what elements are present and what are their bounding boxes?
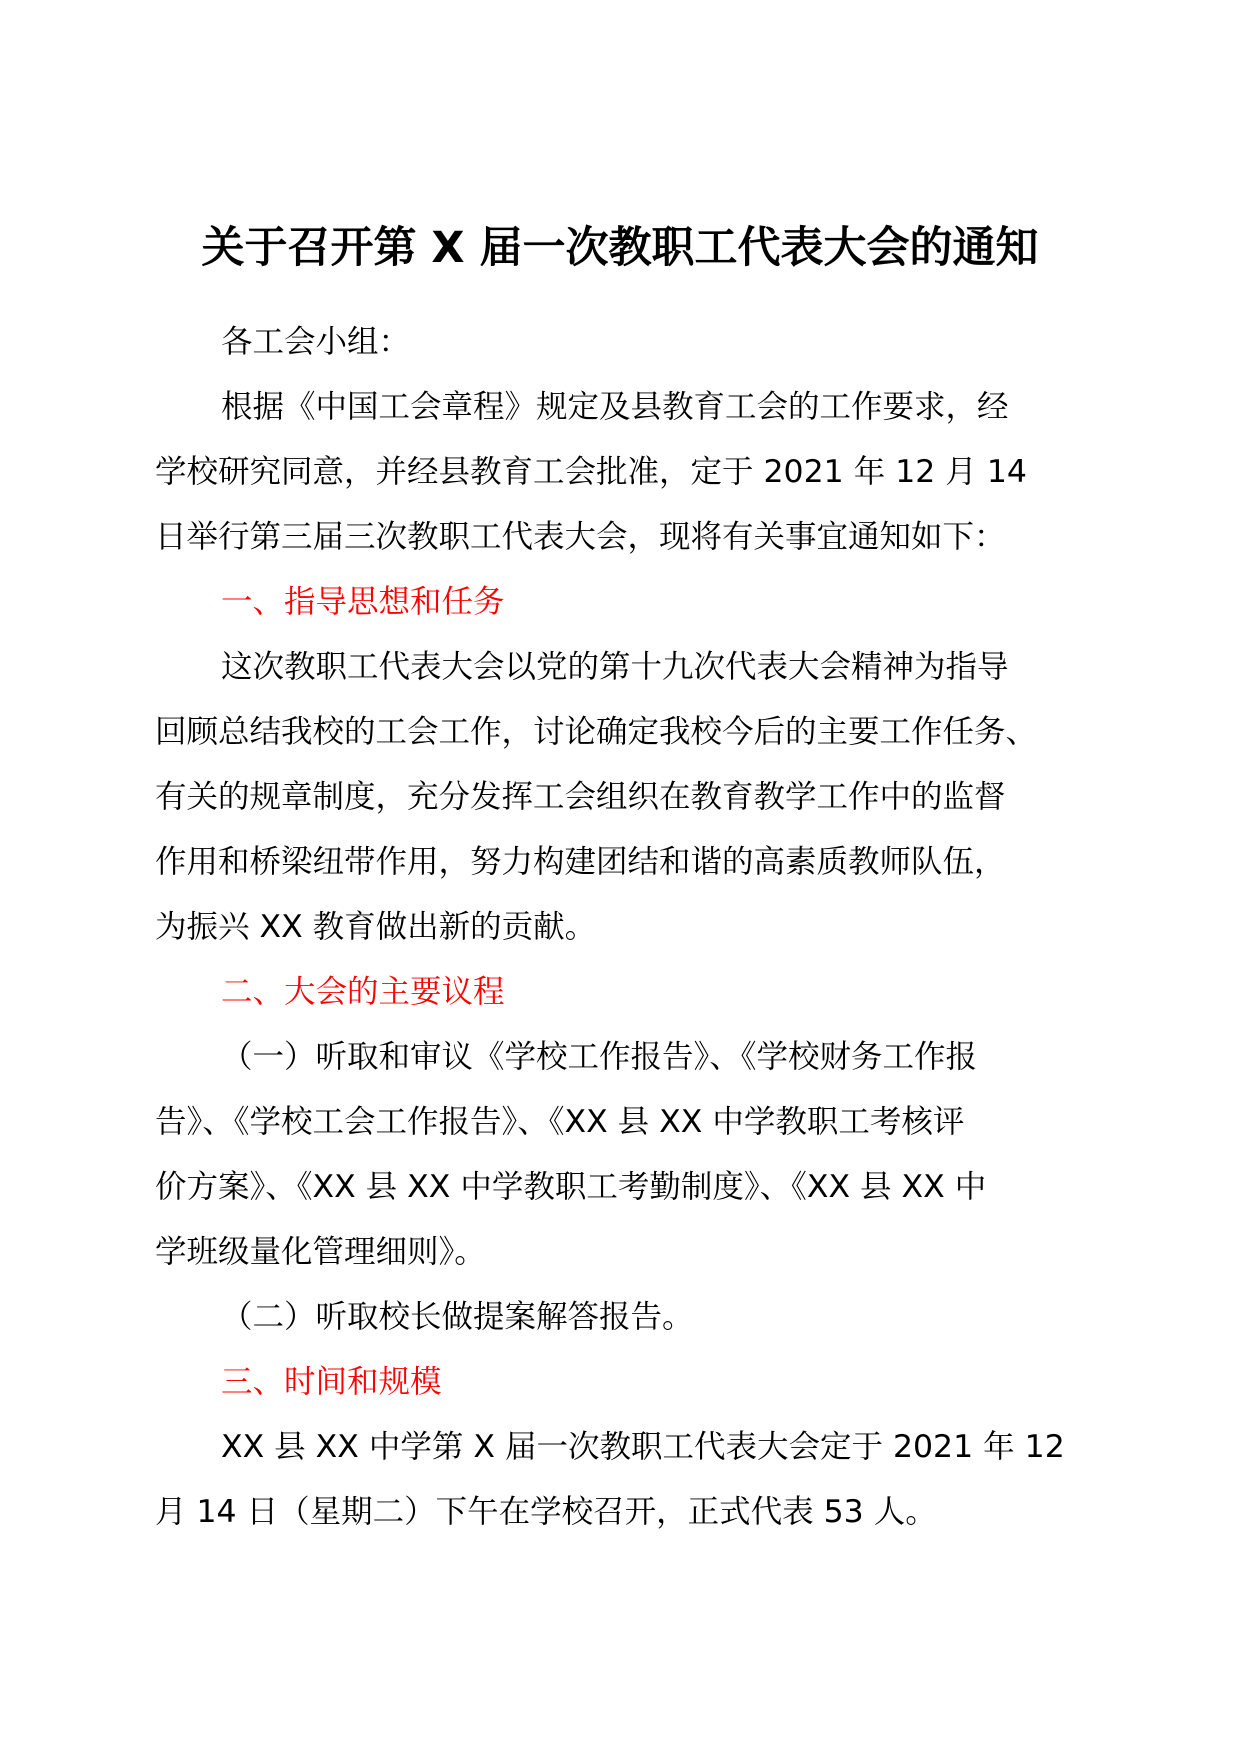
- salutation: 各工会小组：: [221, 324, 411, 360]
- section-line: 回顾总结我校的工会工作，讨论确定我校今后的主要工作任务、: [155, 714, 1038, 750]
- section-line: 月 14 日（星期二）下午在学校召开，正式代表 53 人。: [155, 1494, 937, 1530]
- intro-line: 根据《中国工会章程》规定及县教育工会的工作要求，经: [221, 389, 1009, 425]
- document-title: 关于召开第 X 届一次教职工代表大会的通知: [201, 223, 1039, 273]
- section-line: （一）听取和审议《学校工作报告》、《学校财务工作报: [221, 1039, 978, 1075]
- section-line: 价方案》、《XX 县 XX 中学教职工考勤制度》、《XX 县 XX 中: [155, 1169, 987, 1205]
- intro-line: 日举行第三届三次教职工代表大会，现将有关事宜通知如下：: [155, 519, 1006, 555]
- section-line: 这次教职工代表大会以党的第十九次代表大会精神为指导: [221, 649, 1009, 685]
- section-heading-guiding-thought: 一、指导思想和任务: [221, 584, 505, 620]
- section-line: 作用和桥梁纽带作用，努力构建团结和谐的高素质教师队伍，: [155, 844, 1006, 880]
- section-line: 为振兴 XX 教育做出新的贡献。: [155, 909, 597, 945]
- section-line: 有关的规章制度，充分发挥工会组织在教育教学工作中的监督: [155, 779, 1006, 815]
- section-line: XX 县 XX 中学第 X 届一次教职工代表大会定于 2021 年 12: [221, 1429, 1065, 1465]
- intro-line: 学校研究同意，并经县教育工会批准，定于 2021 年 12 月 14: [155, 454, 1027, 490]
- section-line: 告》、《学校工会工作报告》、《XX 县 XX 中学教职工考核评: [155, 1104, 965, 1140]
- section-line: （二）听取校长做提案解答报告。: [221, 1299, 694, 1335]
- section-heading-time-scale: 三、时间和规模: [221, 1364, 442, 1400]
- section-heading-agenda: 二、大会的主要议程: [221, 974, 505, 1010]
- section-line: 学班级量化管理细则》。: [155, 1234, 486, 1270]
- document-body: [155, 310, 1085, 1545]
